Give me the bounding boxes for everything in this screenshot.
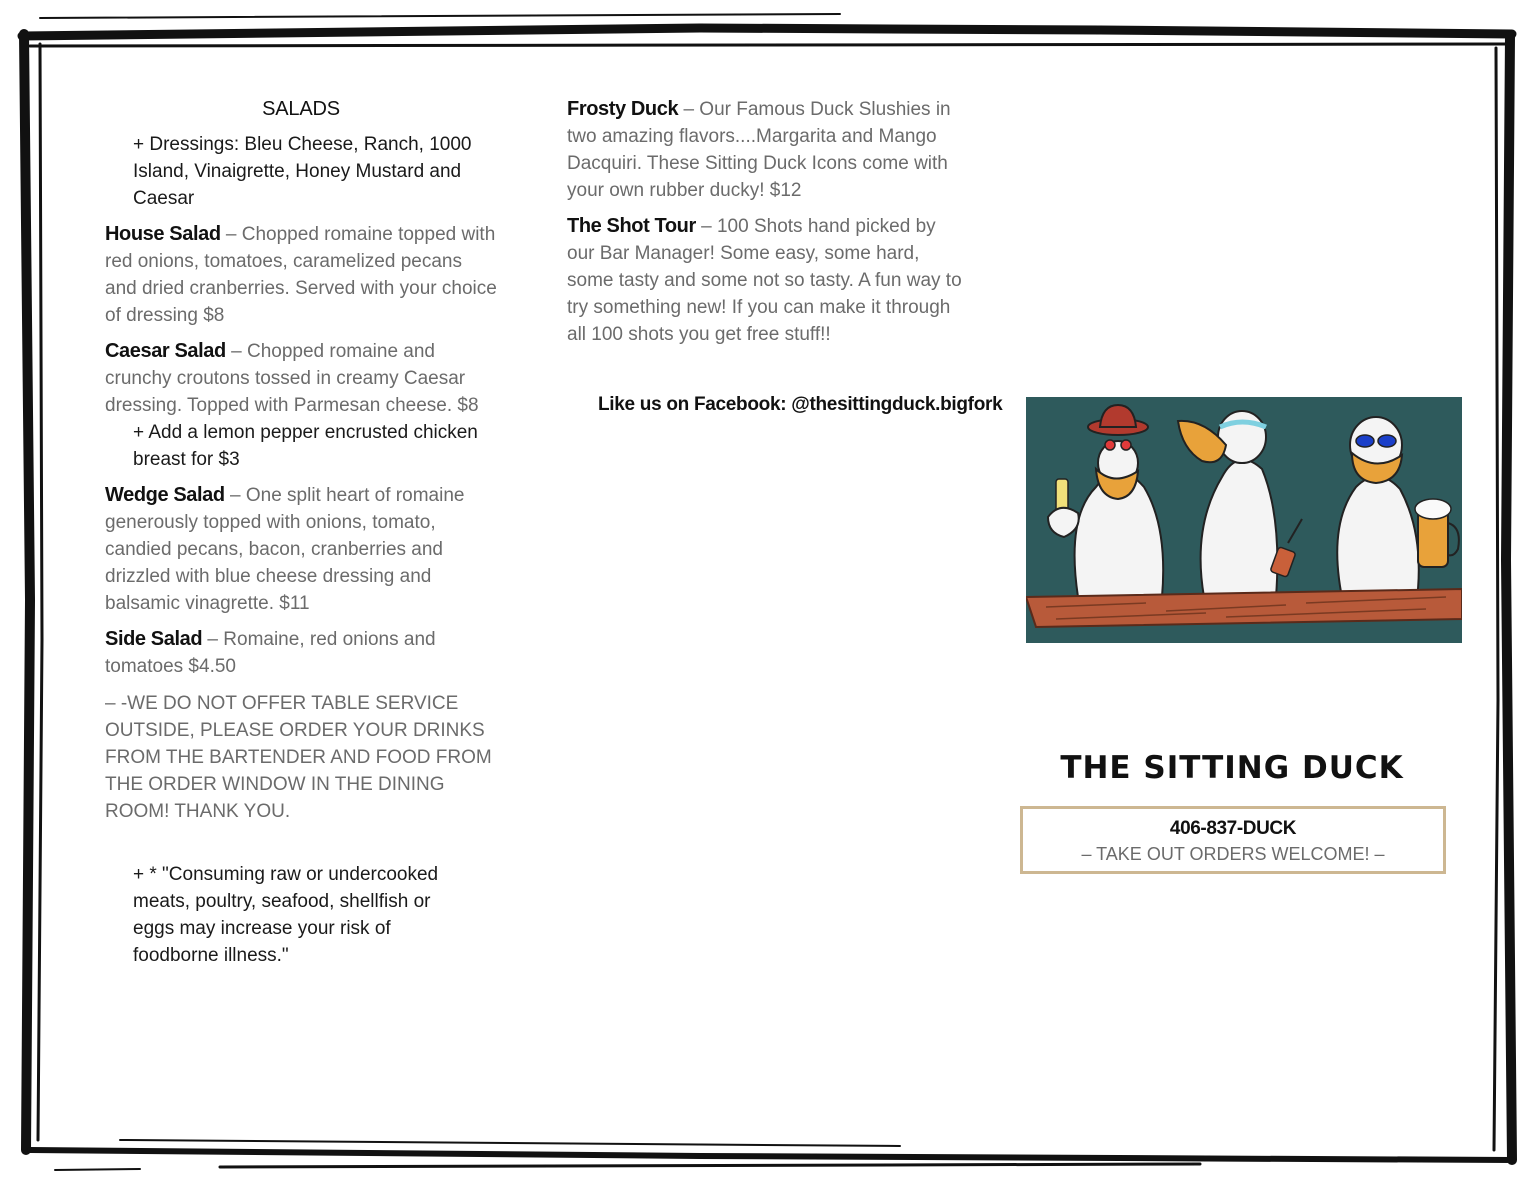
item-name: Caesar Salad bbox=[105, 340, 226, 362]
menu-item-house-salad bbox=[105, 221, 497, 329]
item-description: – Chopped romaine topped with red onions, tomatoes, caramelized pecans and dried cranberries. Served with your choice of dressing $8 bbox=[105, 224, 497, 326]
menu-item-caesar-salad bbox=[105, 338, 497, 419]
item-name: Wedge Salad bbox=[105, 484, 225, 506]
ducks-at-bar-illustration bbox=[1026, 397, 1462, 643]
item-description: – Romaine, red onions and tomatoes $4.50 bbox=[105, 629, 436, 677]
item-name: House Salad bbox=[105, 223, 221, 245]
item-name: The Shot Tour bbox=[567, 215, 696, 237]
drinks-column bbox=[567, 96, 967, 348]
restaurant-name: THE SITTING DUCK bbox=[1060, 750, 1404, 786]
item-name: Frosty Duck bbox=[567, 98, 679, 120]
outside-service-notice: – -WE DO NOT OFFER TABLE SERVICE OUTSIDE, PLEASE ORDER YOUR DRINKS FROM THE BARTENDER AND FOOD FROM THE ORDER WINDOW IN THE DINING ROOM! THANK YOU. bbox=[105, 693, 492, 822]
takeout-note: – TAKE OUT ORDERS WELCOME! – bbox=[1081, 844, 1385, 864]
menu-item-shot-tour bbox=[567, 213, 967, 348]
dressings-note: + Dressings: Bleu Cheese, Ranch, 1000 Island, Vinaigrette, Honey Mustard and Caesar bbox=[133, 134, 472, 209]
contact-box bbox=[1020, 806, 1446, 874]
item-description: – Chopped romaine and crunchy croutons tossed in creamy Caesar dressing. Topped with Parmesan cheese. $8 bbox=[105, 341, 479, 416]
phone-number[interactable]: 406-837-DUCK bbox=[1169, 818, 1297, 839]
salads-column bbox=[105, 96, 497, 969]
item-name: Side Salad bbox=[105, 628, 203, 650]
salads-heading: SALADS bbox=[262, 98, 340, 120]
item-description: – Our Famous Duck Slushies in two amazing flavors....Margarita and Mango Dacquiri. These Sitting Duck Icons come with your own rubber ducky! $12 bbox=[567, 99, 951, 201]
item-description: – One split heart of romaine generously topped with onions, tomato, candied pecans, bacon, cranberries and drizzled with blue cheese dressing and balsamic vinagrette. $11 bbox=[105, 485, 465, 614]
facebook-link[interactable]: Like us on Facebook: @thesittingduck.bigfork bbox=[598, 394, 1003, 415]
raw-food-warning: + * "Consuming raw or undercooked meats, poultry, seafood, shellfish or eggs may increase your risk of foodborne illness." bbox=[133, 864, 439, 966]
chicken-addon-note: + Add a lemon pepper encrusted chicken breast for $3 bbox=[133, 422, 478, 470]
menu-item-wedge-salad bbox=[105, 482, 497, 617]
item-description: – 100 Shots hand picked by our Bar Manager! Some easy, some hard, some tasty and some not so tasty. A fun way to try something new! If you can make it through all 100 shots you get free stuff!! bbox=[567, 216, 962, 345]
menu-item-side-salad bbox=[105, 626, 497, 680]
menu-item-frosty-duck bbox=[567, 96, 967, 204]
